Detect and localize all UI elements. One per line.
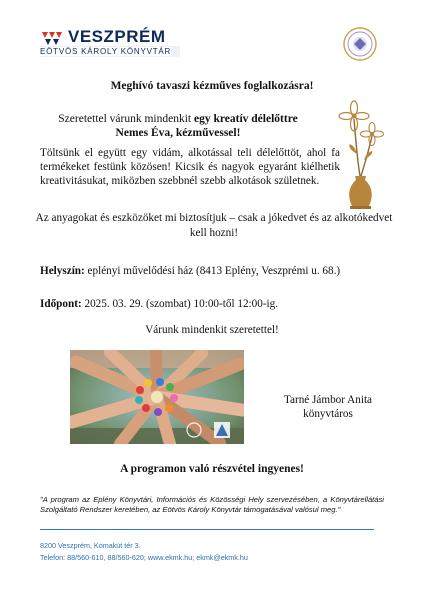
- signature-block: [258, 393, 398, 421]
- location-value: eplényi művelődési ház (8413 Eplény, Veszprémi u. 68.): [84, 265, 341, 277]
- intro-plain-text: Szeretettel várunk mindenkit: [58, 113, 195, 125]
- flower-vase-illustration-icon: [336, 94, 384, 214]
- hands-photo-image: [70, 350, 244, 444]
- signer-name: Tarné Jámbor Anita: [283, 394, 373, 406]
- date-value: 2025. 03. 29. (szombat) 10:00-től 12:00-ig.: [81, 298, 279, 310]
- footer-contact: Telefon: 88/560-610, 88/560-620; www.ekmk.hu; ekmk@ekmk.hu: [40, 553, 248, 562]
- intro-bold-text: egy kreatív délelőttre: [194, 113, 298, 125]
- signer-title: könyvtáros: [303, 408, 353, 420]
- logo-subtitle: EÖTVÖS KÁROLY KÖNYVTÁR: [40, 47, 172, 56]
- date-label: Időpont:: [40, 298, 82, 310]
- intro-line-1: [28, 113, 328, 125]
- welcome-line: Várunk mindenkit szeretettel!: [145, 324, 279, 336]
- invitation-title: Meghívó tavaszi kézműves foglalkozásra!: [110, 80, 314, 92]
- date-line: [40, 298, 400, 310]
- description-paragraph: Töltsünk el együtt egy vidám, alkotással teli délelőttöt, ahol fa termékeket festünk közösen! Kicsik és nagyok egyaránt kiélhetik kreativitásukat, miközben szebbnél szebb alkotások születnek.: [40, 147, 340, 187]
- footer-divider: [40, 529, 374, 530]
- free-participation-notice: A programon való részvétel ingyenes!: [120, 463, 304, 475]
- logo-title: VESZPRÉM: [68, 27, 166, 46]
- materials-notice: Az anyagokat és eszközöket mi biztosítjuk – csak a jókedvet és az alkotókedvet kell hozni!: [35, 212, 393, 239]
- support-note: "A program az Eplény Könyvtári, Információs és Közösségi Hely szervezésében, a Könyvtárellátási Szolgáltató Rendszer keretében, az Eötvös Károly Könyvtár támogatásával valósul meg.": [40, 495, 384, 514]
- footer-address: 8200 Veszprém, Komakút tér 3.: [40, 541, 141, 550]
- location-line: [40, 265, 400, 277]
- location-label: Helyszín:: [40, 265, 85, 277]
- intro-line-2: Nemes Éva, kézművessel!: [115, 127, 241, 139]
- circular-seal-icon: [342, 26, 378, 62]
